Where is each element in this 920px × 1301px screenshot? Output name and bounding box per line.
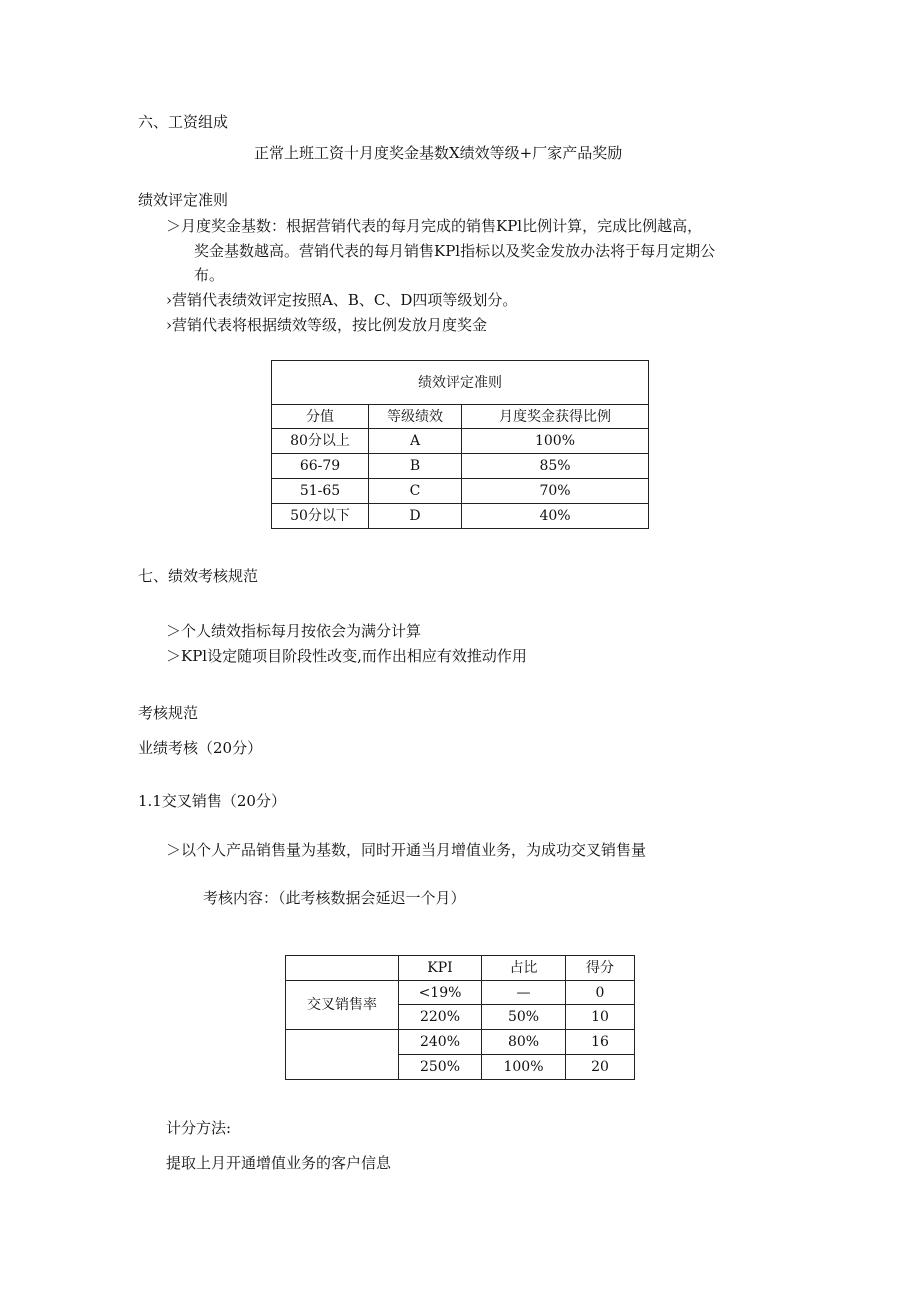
grade-cell: 50分以下 (272, 504, 369, 529)
grade-cell: B (369, 454, 462, 479)
kpi-header-share: 占比 (482, 956, 566, 981)
cross-sell-bullet: ＞以个人产品销售量为基数，同时开通当月增值业务，为成功交叉销售量 (166, 841, 647, 859)
kpi-cell: 220% (399, 1005, 482, 1030)
grade-cell: C (369, 479, 462, 504)
grade-cell: 51-65 (272, 479, 369, 504)
kpi-cell: <19% (399, 981, 482, 1005)
scoring-text: 提取上月开通增值业务的客户信息 (166, 1154, 392, 1172)
cross-sell-title: 1.1交叉销售（20分） (138, 792, 286, 810)
grade-cell: 80分以上 (272, 429, 369, 454)
assessment-subheading: 业绩考核（20分） (138, 739, 263, 757)
kpi-cell: 20 (566, 1055, 635, 1080)
grade-cell: 85% (462, 454, 649, 479)
kpi-header-blank (286, 956, 399, 981)
table-row (272, 429, 649, 454)
kpi-header-kpi: KPI (399, 956, 482, 981)
criteria-heading: 绩效评定准则 (138, 191, 229, 209)
table-row (272, 504, 649, 529)
kpi-empty-cell (286, 1030, 399, 1080)
grade-cell: D (369, 504, 462, 529)
table-row (272, 479, 649, 504)
kpi-cell: 0 (566, 981, 635, 1005)
table-row (286, 956, 635, 981)
kpi-cell: 100% (482, 1055, 566, 1080)
kpi-cell: 250% (399, 1055, 482, 1080)
grade-header-level: 等级绩效 (369, 405, 462, 429)
grade-cell: 100% (462, 429, 649, 454)
table-row (272, 454, 649, 479)
kpi-cell: 240% (399, 1030, 482, 1055)
grade-cell: 66-79 (272, 454, 369, 479)
grade-cell: A (369, 429, 462, 454)
assessment-content-note: 考核内容：（此考核数据会延迟一个月） (203, 889, 466, 907)
salary-formula: 正常上班工资十月度奖金基数X绩效等级+厂家产品奖励 (254, 144, 623, 162)
section-7-bullet-1: ＞个人绩效指标每月按依会为满分计算 (166, 622, 422, 640)
table-row (286, 1030, 635, 1055)
section-6-heading: 六、工资组成 (138, 113, 229, 131)
grade-header-score: 分值 (272, 405, 369, 429)
scoring-heading: 计分方法: (166, 1119, 232, 1137)
criteria-bullet-1-line-1: ＞月度奖金基数：根据营销代表的每月完成的销售KPl比例计算，完成比例越高， (166, 217, 703, 235)
criteria-bullet-3: ›营销代表将根据绩效等级，按比例发放月度奖金 (166, 316, 488, 334)
assessment-heading: 考核规范 (138, 704, 199, 722)
criteria-bullet-2: ›营销代表绩效评定按照A、B、C、D四项等级划分。 (166, 291, 518, 309)
kpi-cell: — (482, 981, 566, 1005)
kpi-cell: 16 (566, 1030, 635, 1055)
kpi-cell: 10 (566, 1005, 635, 1030)
kpi-cell: 50% (482, 1005, 566, 1030)
kpi-header-score: 得分 (566, 956, 635, 981)
table-row (286, 981, 635, 1005)
section-7-heading: 七、绩效考核规范 (138, 567, 259, 585)
grade-table (271, 360, 649, 529)
grade-table-caption: 绩效评定准则 (272, 361, 649, 405)
grade-cell: 70% (462, 479, 649, 504)
grade-cell: 40% (462, 504, 649, 529)
grade-header-ratio: 月度奖金获得比例 (462, 405, 649, 429)
kpi-table (285, 955, 635, 1080)
section-7-bullet-2: ＞KPl设定随项目阶段性改变,而作出相应有效推动作用 (166, 647, 527, 665)
kpi-row-label: 交叉销售率 (286, 981, 399, 1030)
kpi-cell: 80% (482, 1030, 566, 1055)
criteria-bullet-1-line-3: 布。 (194, 266, 225, 284)
criteria-bullet-1-line-2: 奖金基数越高。营销代表的每月销售KPl指标以及奖金发放办法将于每月定期公 (194, 242, 716, 260)
